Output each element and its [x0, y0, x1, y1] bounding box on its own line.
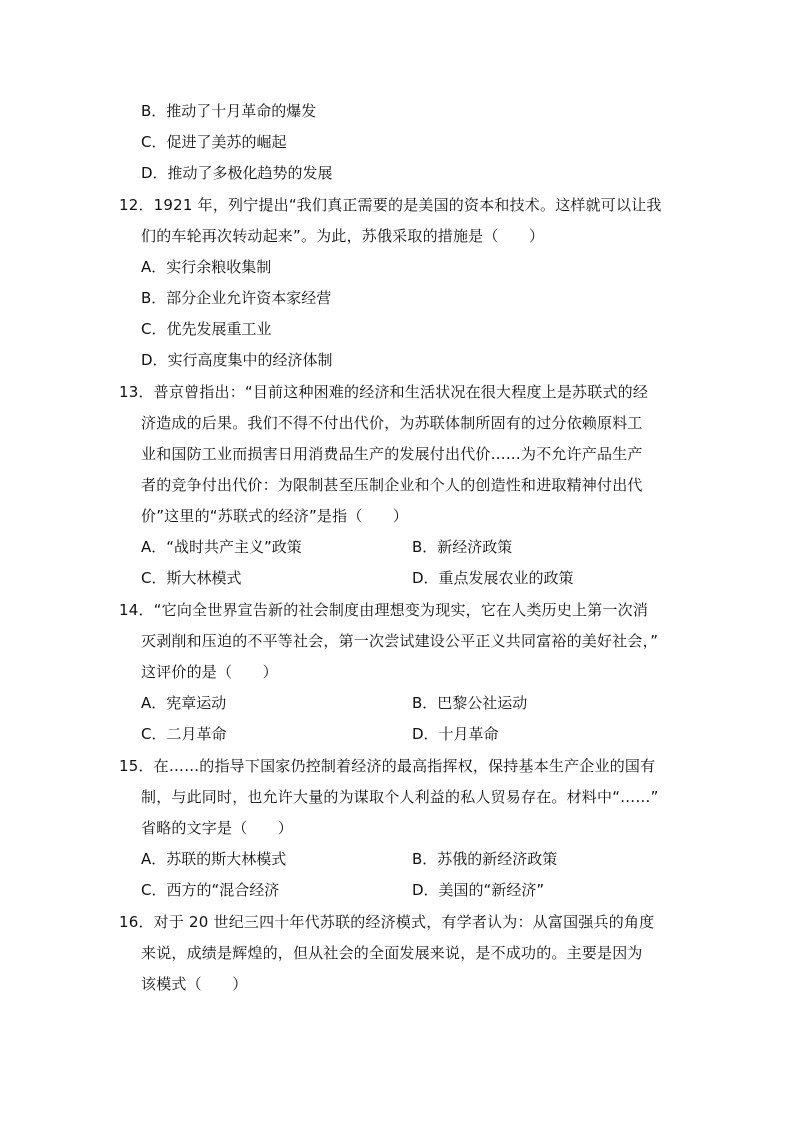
q16-stem-line-1: 16．对于 20 世纪三四十年代苏联的经济模式，有学者认为：从富国强兵的角度 — [119, 913, 655, 931]
q13-stem-line-5: 价”这里的“苏联式的经济”是指（ ） — [141, 507, 409, 525]
q13-option-a: A．“战时共产主义”政策 — [141, 538, 302, 556]
q16-stem-line-3: 该模式（ ） — [141, 975, 248, 993]
q16-stem-line-2: 来说，成绩是辉煌的，但从社会的全面发展来说，是不成功的。主要是因为 — [141, 944, 643, 962]
q14-option-b: B．巴黎公社运动 — [412, 694, 528, 712]
q13-option-d: D．重点发展农业的政策 — [412, 569, 574, 587]
q12-stem-line-1: 12．1921 年，列宁提出“我们真正需要的是美国的资本和技术。这样就可以让我 — [119, 196, 662, 214]
q14-stem-line-3: 这评价的是（ ） — [141, 663, 278, 681]
q13-option-c: C．斯大林模式 — [141, 569, 242, 587]
q14-option-c: C．二月革命 — [141, 725, 227, 743]
q15-stem-line-3: 省略的文字是（ ） — [141, 819, 294, 837]
q11-option-b: B．推动了十月革命的爆发 — [141, 102, 317, 120]
q15-option-b: B．苏俄的新经济政策 — [412, 850, 558, 868]
q14-stem-line-2: 灭剥削和压迫的不平等社会，第一次尝试建设公平正义共同富裕的美好社会，” — [141, 632, 659, 650]
q15-option-c: C．西方的“混合经济 — [141, 881, 280, 899]
q13-stem-line-3: 业和国防工业而损害日用消费品生产的发展付出代价……为不允许产品生产 — [141, 445, 643, 463]
q15-stem-line-2: 制，与此同时，也允许大量的为谋取个人利益的私人贸易存在。材料中“……” — [141, 788, 659, 806]
q13-stem-line-2: 济造成的后果。我们不得不付出代价，为苏联体制所固有的过分依赖原料工 — [141, 414, 643, 432]
q11-option-c: C．促进了美苏的崛起 — [141, 133, 287, 151]
q14-option-d: D．十月革命 — [412, 725, 499, 743]
q12-option-d: D．实行高度集中的经济体制 — [141, 351, 333, 369]
q13-stem-line-1: 13．普京曾指出：“目前这种困难的经济和生活状况在很大程度上是苏联式的经 — [119, 383, 649, 401]
q14-option-a: A．宪章运动 — [141, 694, 227, 712]
q12-stem-line-2: 们的车轮再次转动起来”。为此，苏俄采取的措施是（ ） — [141, 227, 545, 245]
q13-stem-line-4: 者的竞争付出代价：为限制甚至压制企业和个人的创造性和进取精神付出代 — [141, 476, 643, 494]
q12-option-a: A．实行余粮收集制 — [141, 258, 272, 276]
q11-option-d: D．推动了多极化趋势的发展 — [141, 164, 333, 182]
q15-option-d: D．美国的“新经济” — [412, 881, 545, 899]
q12-option-b: B．部分企业允许资本家经营 — [141, 289, 332, 307]
q15-option-a: A．苏联的斯大林模式 — [141, 850, 287, 868]
q13-option-b: B．新经济政策 — [412, 538, 513, 556]
q14-stem-line-1: 14．“它向全世界宣告新的社会制度由理想变为现实，它在人类历史上第一次消 — [119, 601, 649, 619]
q12-option-c: C．优先发展重工业 — [141, 320, 272, 338]
q15-stem-line-1: 15．在……的指导下国家仍控制着经济的最高指挥权，保持基本生产企业的国有 — [119, 757, 656, 775]
